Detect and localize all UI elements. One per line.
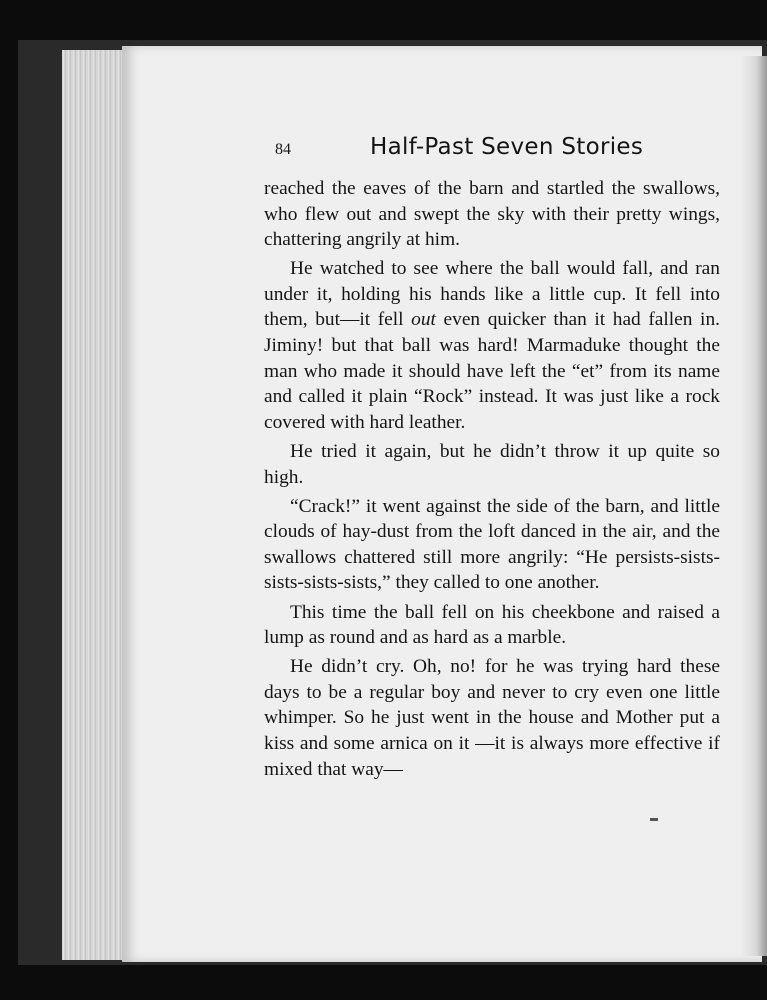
page-number: 84 bbox=[275, 141, 291, 158]
paragraph: This time the ball fell on his cheekbone and raised a lump as round and as hard as a marble. bbox=[264, 601, 720, 649]
running-title: Half-Past Seven Stories bbox=[370, 134, 644, 160]
page-header bbox=[275, 134, 645, 166]
paragraph: “Crack!” it went against the side of the barn, and little clouds of hay-dust from the loft danced in the air, and the swallows chattered still more angrily: “He persists-sists-sists-sists-sists,” they called to one another. bbox=[264, 495, 720, 594]
paragraph-text: even quicker than it had fallen in. Jiminy! but that ball was hard! Marmaduke thought the man who made it should have left the “et” from its name and called it plain “Rock” instead. It was just like a rock covered with hard leather. bbox=[264, 309, 720, 433]
gutter-shadow bbox=[740, 56, 767, 956]
body-text bbox=[264, 176, 720, 786]
paragraph: He didn’t cry. Oh, no! for he was trying hard these days to be a regular boy and never to cry even one little whimper. So he just went in the house and Mother put a kiss and some arnica on it —it is always more effective if mixed that way— bbox=[264, 656, 720, 780]
paragraph: reached the eaves of the barn and startled the swallows, who flew out and swept the sky with their pretty wings, chattering angrily at him. bbox=[264, 178, 720, 251]
paragraph-text: He watched to see where the ball would fall, and ran under it, holding his hands like a little cup. It fell into them, but—it fell bbox=[264, 258, 720, 331]
italic-word: out bbox=[411, 309, 436, 331]
catch-mark bbox=[650, 818, 658, 821]
page-edges bbox=[62, 50, 128, 960]
paragraph: He tried it again, but he didn’t throw it up quite so high. bbox=[264, 440, 720, 488]
paragraph bbox=[264, 256, 720, 435]
